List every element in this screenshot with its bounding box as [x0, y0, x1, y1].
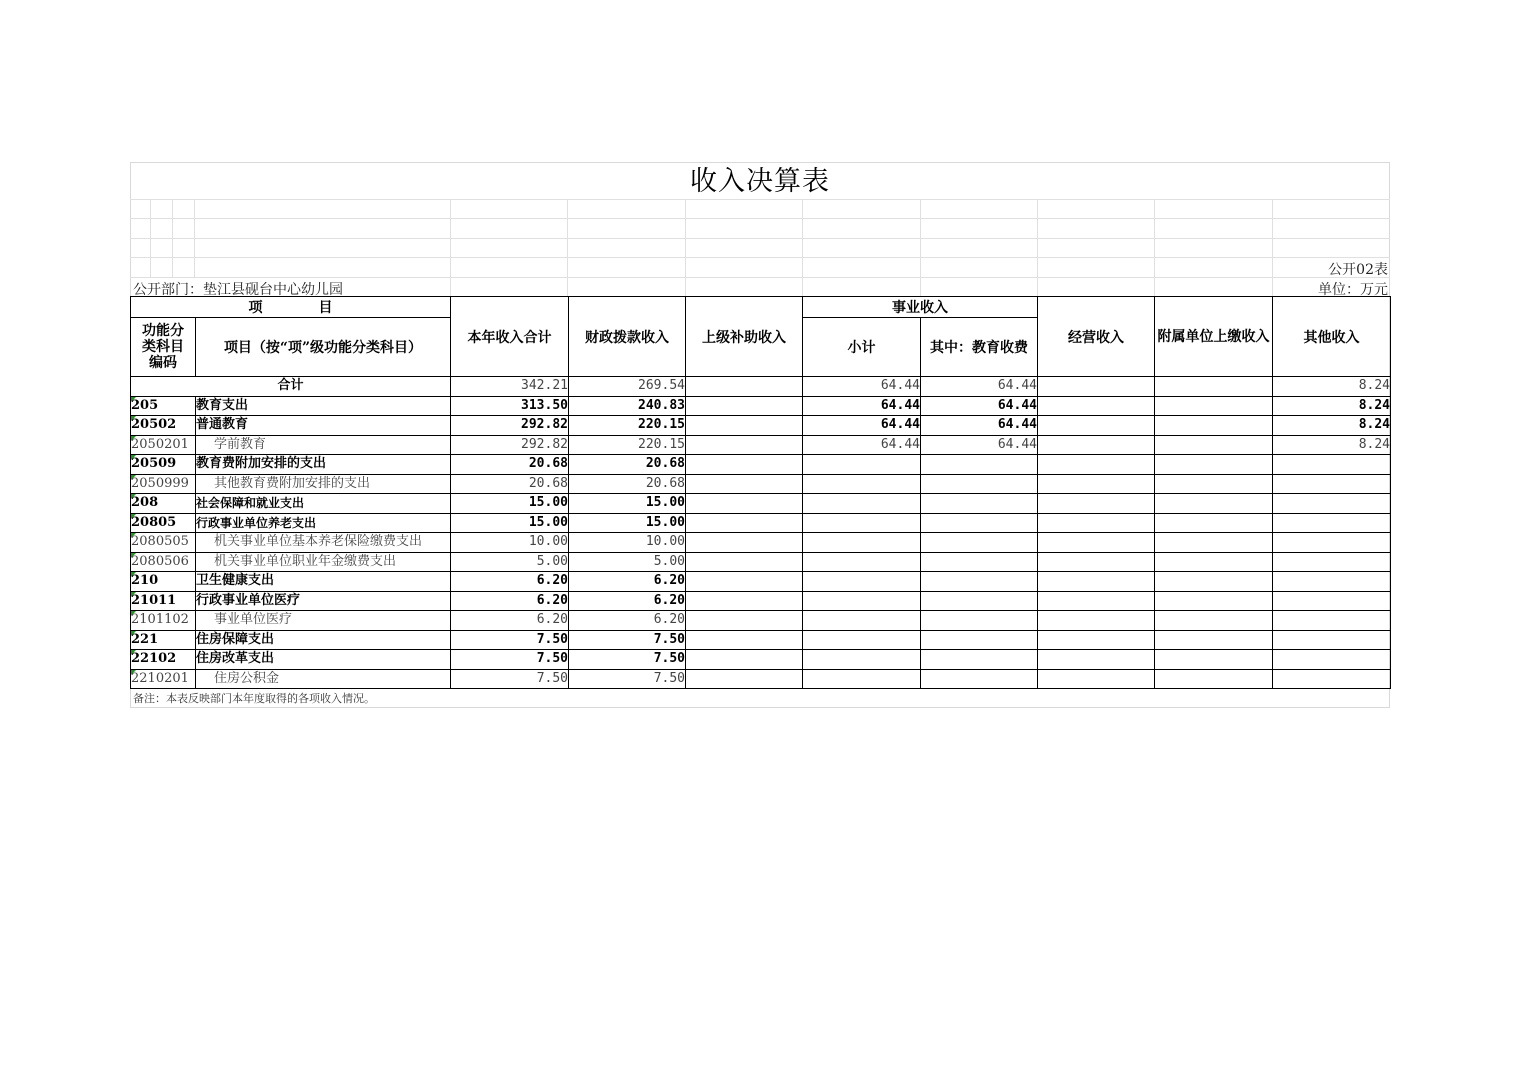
row-fiscal-cell: 220.15 — [569, 435, 686, 455]
row-education-fee-cell: 64.44 — [921, 416, 1038, 436]
row-other-cell — [1273, 513, 1391, 533]
row-operating-cell — [1038, 650, 1155, 670]
row-other-cell — [1273, 630, 1391, 650]
row-code-cell: 2050999 — [131, 474, 196, 494]
footnote: 备注：本表反映部门本年度取得的各项收入情况。 — [133, 692, 375, 705]
row-total-income-cell: 15.00 — [451, 513, 569, 533]
row-code-cell: 22102 — [131, 650, 196, 670]
header-operating: 经营收入 — [1038, 297, 1155, 377]
row-fiscal-cell: 20.68 — [569, 474, 686, 494]
table-body — [131, 377, 1391, 689]
header-fiscal: 财政拨款收入 — [569, 297, 686, 377]
row-code-cell: 2101102 — [131, 611, 196, 631]
table-row — [131, 552, 1391, 572]
gridline — [130, 277, 1390, 278]
row-subtotal-cell — [803, 591, 921, 611]
table-row — [131, 669, 1391, 689]
header-name: 项目（按“项”级功能分类科目） — [196, 318, 451, 377]
row-code-cell: 21011 — [131, 591, 196, 611]
row-total-income-cell: 7.50 — [451, 650, 569, 670]
row-other-cell — [1273, 650, 1391, 670]
row-fiscal-cell: 15.00 — [569, 494, 686, 514]
row-fiscal-cell: 6.20 — [569, 591, 686, 611]
row-other-cell — [1273, 494, 1391, 514]
header-other: 其他收入 — [1273, 297, 1391, 377]
row-fiscal-cell: 220.15 — [569, 416, 686, 436]
unit-label: 单位：万元 — [1318, 282, 1388, 298]
row-affiliated-cell — [1155, 494, 1273, 514]
row-education-fee-cell — [921, 533, 1038, 553]
row-other-cell: 8.24 — [1273, 435, 1391, 455]
row-name-cell: 学前教育 — [196, 435, 451, 455]
row-total-income-cell: 292.82 — [451, 416, 569, 436]
row-code-cell: 210 — [131, 572, 196, 592]
row-superior-subsidy-cell — [686, 474, 803, 494]
header-item: 项 目 — [131, 297, 451, 318]
row-superior-subsidy-cell — [686, 494, 803, 514]
gridline — [130, 257, 1390, 258]
row-operating-cell — [1038, 533, 1155, 553]
total-operating-cell — [1038, 377, 1155, 397]
row-education-fee-cell: 64.44 — [921, 435, 1038, 455]
row-superior-subsidy-cell — [686, 533, 803, 553]
row-affiliated-cell — [1155, 474, 1273, 494]
row-code-cell: 2050201 — [131, 435, 196, 455]
row-operating-cell — [1038, 552, 1155, 572]
row-education-fee-cell — [921, 630, 1038, 650]
department-label: 公开部门：垫江县砚台中心幼儿园 — [133, 282, 343, 298]
row-superior-subsidy-cell — [686, 552, 803, 572]
row-education-fee-cell — [921, 669, 1038, 689]
row-subtotal-cell — [803, 513, 921, 533]
form-number: 公开02表 — [1328, 262, 1388, 278]
row-subtotal-cell — [803, 494, 921, 514]
table-row — [131, 650, 1391, 670]
total-superior-cell — [686, 377, 803, 397]
gridline — [920, 277, 921, 296]
row-name-cell: 普通教育 — [196, 416, 451, 436]
row-fiscal-cell: 15.00 — [569, 513, 686, 533]
table-row — [131, 435, 1391, 455]
row-other-cell — [1273, 552, 1391, 572]
row-fiscal-cell: 5.00 — [569, 552, 686, 572]
gridline — [130, 199, 1390, 200]
row-affiliated-cell — [1155, 396, 1273, 416]
row-fiscal-cell: 10.00 — [569, 533, 686, 553]
row-education-fee-cell: 64.44 — [921, 396, 1038, 416]
total-subtotal-cell: 64.44 — [803, 377, 921, 397]
row-education-fee-cell — [921, 513, 1038, 533]
row-fiscal-cell: 7.50 — [569, 669, 686, 689]
row-fiscal-cell: 20.68 — [569, 455, 686, 475]
row-affiliated-cell — [1155, 552, 1273, 572]
table-header — [131, 297, 1391, 377]
gridline — [1037, 277, 1038, 296]
row-fiscal-cell: 6.20 — [569, 611, 686, 631]
row-affiliated-cell — [1155, 572, 1273, 592]
row-affiliated-cell — [1155, 455, 1273, 475]
total-row — [131, 377, 1391, 397]
row-operating-cell — [1038, 396, 1155, 416]
table-row — [131, 396, 1391, 416]
row-name-cell: 事业单位医疗 — [196, 611, 451, 631]
gridline — [450, 277, 451, 296]
row-education-fee-cell — [921, 572, 1038, 592]
table-row — [131, 611, 1391, 631]
row-fiscal-cell: 7.50 — [569, 630, 686, 650]
table-row — [131, 533, 1391, 553]
row-code-cell: 2210201 — [131, 669, 196, 689]
row-other-cell — [1273, 669, 1391, 689]
table-row — [131, 513, 1391, 533]
row-subtotal-cell — [803, 669, 921, 689]
header-subtotal: 小计 — [803, 318, 921, 377]
row-operating-cell — [1038, 416, 1155, 436]
total-affiliated-cell — [1155, 377, 1273, 397]
header-superior-subsidy: 上级补助收入 — [686, 297, 803, 377]
row-affiliated-cell — [1155, 416, 1273, 436]
row-superior-subsidy-cell — [686, 455, 803, 475]
row-name-cell: 住房公积金 — [196, 669, 451, 689]
row-name-cell: 教育支出 — [196, 396, 451, 416]
table-row — [131, 494, 1391, 514]
row-code-cell: 221 — [131, 630, 196, 650]
table-row — [131, 474, 1391, 494]
row-superior-subsidy-cell — [686, 572, 803, 592]
row-operating-cell — [1038, 513, 1155, 533]
row-name-cell: 住房改革支出 — [196, 650, 451, 670]
row-education-fee-cell — [921, 552, 1038, 572]
row-fiscal-cell: 240.83 — [569, 396, 686, 416]
row-superior-subsidy-cell — [686, 611, 803, 631]
row-affiliated-cell — [1155, 669, 1273, 689]
row-subtotal-cell — [803, 552, 921, 572]
gridline — [130, 218, 1390, 219]
row-subtotal-cell: 64.44 — [803, 416, 921, 436]
row-name-cell: 卫生健康支出 — [196, 572, 451, 592]
header-affiliated: 附属单位上缴收入 — [1155, 297, 1273, 377]
row-superior-subsidy-cell — [686, 591, 803, 611]
row-education-fee-cell — [921, 455, 1038, 475]
row-code-cell: 2080505 — [131, 533, 196, 553]
row-fiscal-cell: 7.50 — [569, 650, 686, 670]
row-subtotal-cell: 64.44 — [803, 396, 921, 416]
row-superior-subsidy-cell — [686, 396, 803, 416]
row-fiscal-cell: 6.20 — [569, 572, 686, 592]
total-label: 合计 — [131, 377, 451, 397]
gridline — [1154, 277, 1155, 296]
row-education-fee-cell — [921, 474, 1038, 494]
row-name-cell: 行政事业单位医疗 — [196, 591, 451, 611]
header-total-income: 本年收入合计 — [451, 297, 569, 377]
row-affiliated-cell — [1155, 611, 1273, 631]
row-total-income-cell: 15.00 — [451, 494, 569, 514]
row-affiliated-cell — [1155, 591, 1273, 611]
gridline — [1272, 277, 1273, 296]
row-operating-cell — [1038, 435, 1155, 455]
row-total-income-cell: 292.82 — [451, 435, 569, 455]
row-total-income-cell: 6.20 — [451, 611, 569, 631]
row-other-cell — [1273, 474, 1391, 494]
row-subtotal-cell: 64.44 — [803, 435, 921, 455]
table-row — [131, 591, 1391, 611]
row-total-income-cell: 6.20 — [451, 591, 569, 611]
row-operating-cell — [1038, 572, 1155, 592]
row-operating-cell — [1038, 474, 1155, 494]
row-name-cell: 住房保障支出 — [196, 630, 451, 650]
row-other-cell: 8.24 — [1273, 396, 1391, 416]
row-total-income-cell: 20.68 — [451, 474, 569, 494]
row-name-cell: 机关事业单位基本养老保险缴费支出 — [196, 533, 451, 553]
gridline — [685, 277, 686, 296]
row-superior-subsidy-cell — [686, 650, 803, 670]
total-education-fee-cell: 64.44 — [921, 377, 1038, 397]
row-operating-cell — [1038, 669, 1155, 689]
row-code-cell: 205 — [131, 396, 196, 416]
row-subtotal-cell — [803, 572, 921, 592]
row-subtotal-cell — [803, 611, 921, 631]
row-other-cell: 8.24 — [1273, 416, 1391, 436]
row-subtotal-cell — [803, 533, 921, 553]
row-other-cell — [1273, 455, 1391, 475]
row-total-income-cell: 10.00 — [451, 533, 569, 553]
income-table — [130, 296, 1391, 689]
table-row — [131, 572, 1391, 592]
row-affiliated-cell — [1155, 513, 1273, 533]
row-operating-cell — [1038, 455, 1155, 475]
row-code-cell: 2080506 — [131, 552, 196, 572]
row-education-fee-cell — [921, 650, 1038, 670]
row-subtotal-cell — [803, 455, 921, 475]
row-superior-subsidy-cell — [686, 669, 803, 689]
row-superior-subsidy-cell — [686, 416, 803, 436]
row-education-fee-cell — [921, 494, 1038, 514]
gridline — [567, 277, 568, 296]
total-fiscal-cell: 269.54 — [569, 377, 686, 397]
row-superior-subsidy-cell — [686, 630, 803, 650]
row-name-cell: 社会保障和就业支出 — [196, 494, 451, 514]
row-total-income-cell: 6.20 — [451, 572, 569, 592]
row-education-fee-cell — [921, 591, 1038, 611]
row-operating-cell — [1038, 630, 1155, 650]
table-row — [131, 416, 1391, 436]
row-code-cell: 208 — [131, 494, 196, 514]
row-code-cell: 20502 — [131, 416, 196, 436]
row-superior-subsidy-cell — [686, 435, 803, 455]
header-code: 功能分类科目编码 — [131, 318, 196, 377]
row-superior-subsidy-cell — [686, 513, 803, 533]
row-name-cell: 行政事业单位养老支出 — [196, 513, 451, 533]
row-subtotal-cell — [803, 630, 921, 650]
row-operating-cell — [1038, 494, 1155, 514]
gridline — [802, 277, 803, 296]
row-total-income-cell: 5.00 — [451, 552, 569, 572]
header-business-income: 事业收入 — [803, 297, 1038, 318]
row-name-cell: 其他教育费附加安排的支出 — [196, 474, 451, 494]
row-operating-cell — [1038, 611, 1155, 631]
row-subtotal-cell — [803, 650, 921, 670]
gridline — [130, 238, 1390, 239]
page-title: 收入决算表 — [690, 166, 830, 197]
row-other-cell — [1273, 572, 1391, 592]
row-total-income-cell: 20.68 — [451, 455, 569, 475]
row-affiliated-cell — [1155, 650, 1273, 670]
row-affiliated-cell — [1155, 533, 1273, 553]
total-other-cell: 8.24 — [1273, 377, 1391, 397]
row-name-cell: 教育费附加安排的支出 — [196, 455, 451, 475]
row-total-income-cell: 7.50 — [451, 630, 569, 650]
row-total-income-cell: 313.50 — [451, 396, 569, 416]
row-subtotal-cell — [803, 474, 921, 494]
row-total-income-cell: 7.50 — [451, 669, 569, 689]
row-name-cell: 机关事业单位职业年金缴费支出 — [196, 552, 451, 572]
row-other-cell — [1273, 591, 1391, 611]
header-education-fee: 其中：教育收费 — [921, 318, 1038, 377]
table-row — [131, 630, 1391, 650]
row-code-cell: 20509 — [131, 455, 196, 475]
row-code-cell: 20805 — [131, 513, 196, 533]
row-affiliated-cell — [1155, 435, 1273, 455]
row-operating-cell — [1038, 591, 1155, 611]
row-affiliated-cell — [1155, 630, 1273, 650]
total-income-cell: 342.21 — [451, 377, 569, 397]
row-education-fee-cell — [921, 611, 1038, 631]
table-row — [131, 455, 1391, 475]
row-other-cell — [1273, 611, 1391, 631]
row-other-cell — [1273, 533, 1391, 553]
